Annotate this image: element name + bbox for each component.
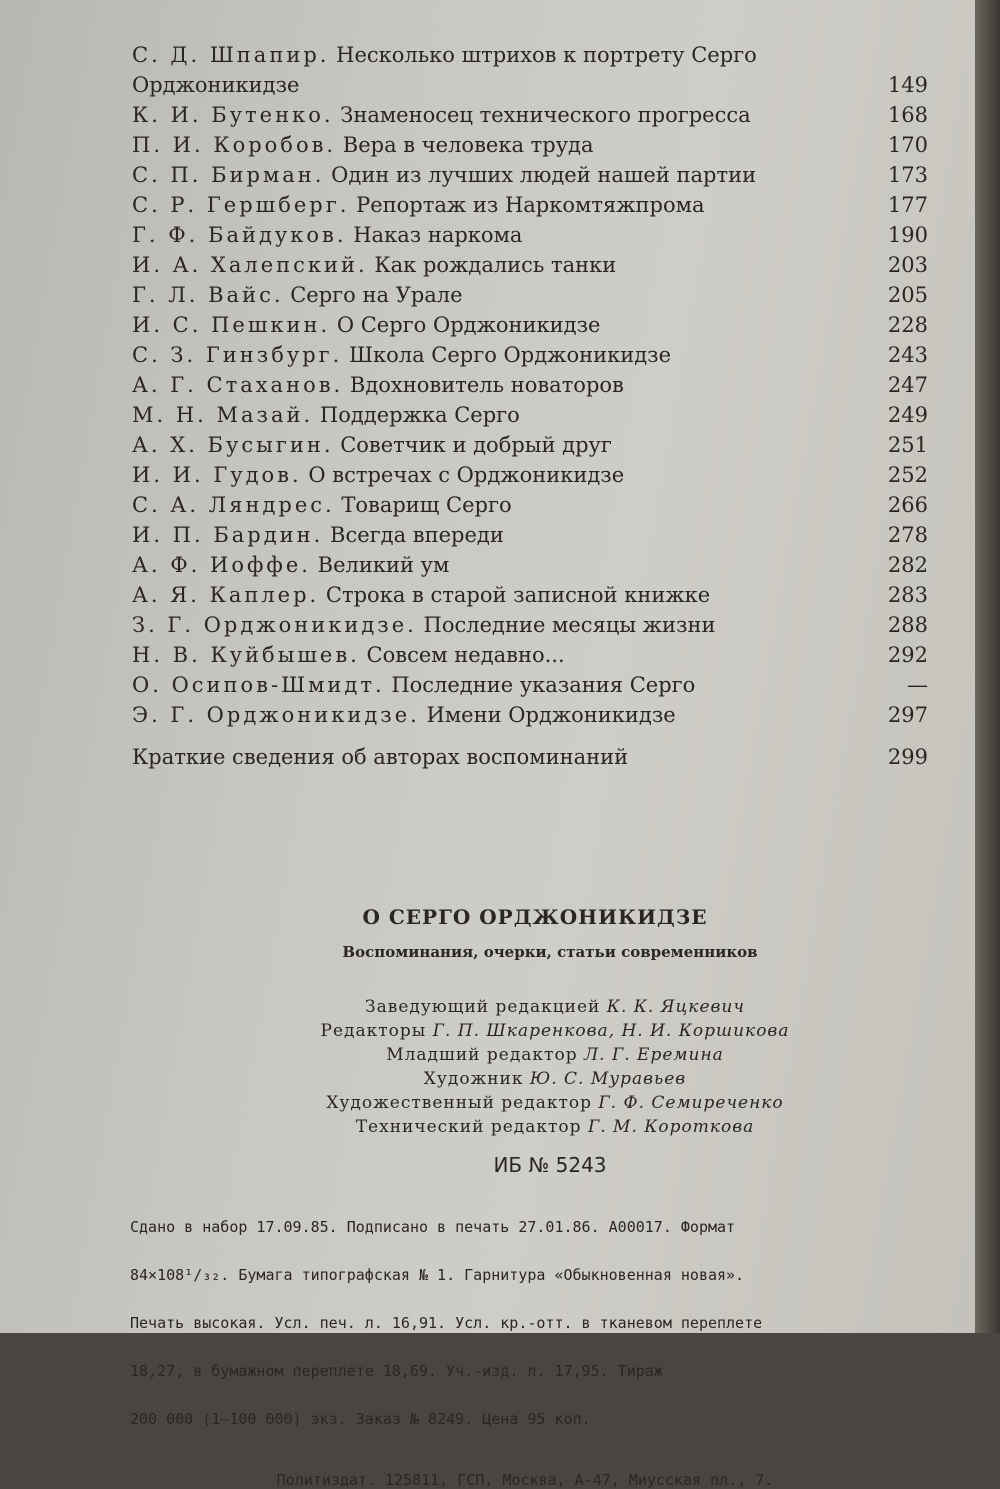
toc-title: Строка в старой записной книжке <box>325 583 711 607</box>
toc-author: И. И. Гудов. <box>132 463 302 487</box>
toc-entry-text <box>132 250 862 280</box>
toc-entry-text <box>132 340 862 370</box>
toc-page-number: 190 <box>887 223 928 247</box>
toc-entry <box>132 490 928 520</box>
toc-title: Один из лучших людей нашей партии <box>331 163 757 187</box>
toc-entry-text <box>132 130 862 160</box>
toc-title: Вера в человека труда <box>342 133 594 157</box>
book-title: О СЕРГО ОРДЖОНИКИДЗЕ <box>362 905 708 929</box>
toc-page-number: 173 <box>887 163 928 187</box>
toc-title: Всегда впереди <box>330 523 504 547</box>
toc-entry <box>132 430 928 460</box>
credit-line <box>190 995 920 1019</box>
toc-entry <box>132 310 928 340</box>
credit-line <box>190 1043 920 1067</box>
toc-entry-text <box>132 550 862 580</box>
toc-entry-text <box>132 640 862 670</box>
toc-author: С. Р. Гершберг. <box>132 193 350 217</box>
toc-title: О встречах с Орджоникидзе <box>308 463 625 487</box>
toc-title: Великий ум <box>317 553 450 577</box>
colophon <box>130 905 920 1489</box>
imprint-line: 84×108¹/₃₂. Бумага типографская № 1. Гарнитура «Обыкновенная новая». <box>130 1266 745 1284</box>
toc-page-number: 249 <box>887 403 928 427</box>
toc-entry <box>132 460 928 490</box>
imprint-line: Печать высокая. Усл. печ. л. 16,91. Усл. кр.-отт. в тканевом переплете <box>130 1314 763 1332</box>
book-subtitle: Воспоминания, очерки, статьи современников <box>342 943 758 961</box>
toc-entry <box>132 40 928 100</box>
toc-title: Вдохновитель новаторов <box>349 373 624 397</box>
toc-title: Последние месяцы жизни <box>423 613 716 637</box>
toc-entry-text <box>132 190 862 220</box>
credit-line <box>190 1067 920 1091</box>
toc-title: Совсем недавно... <box>366 643 565 667</box>
credit-line <box>190 1115 920 1139</box>
toc-page-number: 266 <box>887 493 928 517</box>
toc-page-number: 252 <box>887 463 928 487</box>
toc-page-number: 282 <box>887 553 928 577</box>
toc-title: Советчик и добрый друг <box>340 433 612 457</box>
toc-page-number: 177 <box>887 193 928 217</box>
toc-author: Э. Г. Орджоникидзе. <box>132 703 420 727</box>
toc-title: Знаменосец технического прогресса <box>340 103 751 127</box>
toc-entry <box>132 190 928 220</box>
toc-author: А. Ф. Иоффе. <box>132 553 311 577</box>
toc-entry <box>132 280 928 310</box>
toc-entry-text <box>132 700 862 730</box>
toc-author: О. Осипов-Шмидт. <box>132 673 385 697</box>
toc-entry <box>132 250 928 280</box>
toc-author: А. Г. Стаханов. <box>132 373 344 397</box>
toc-page-number: 278 <box>887 523 928 547</box>
toc-entry-text <box>132 310 862 340</box>
toc-page-number: 251 <box>887 433 928 457</box>
toc-author: А. Я. Каплер. <box>132 583 320 607</box>
toc-entry-authors-info <box>132 742 928 772</box>
toc-title: Несколько штрихов к портрету Серго Орджоникидзе <box>132 43 757 97</box>
toc-author: С. А. Ляндрес. <box>132 493 335 517</box>
toc-entry <box>132 670 928 700</box>
toc-entry <box>132 130 928 160</box>
credit-line <box>190 1019 920 1043</box>
table-of-contents <box>132 40 928 772</box>
toc-entry-text <box>132 370 862 400</box>
toc-entry <box>132 160 928 190</box>
credit-role: Художественный редактор <box>326 1093 592 1113</box>
toc-author: С. Д. Шпапир. <box>132 43 330 67</box>
toc-author: Г. Л. Вайс. <box>132 283 284 307</box>
toc-page-number: 288 <box>887 613 928 637</box>
toc-entry-text <box>132 490 862 520</box>
credit-person: Г. М. Короткова <box>587 1117 755 1137</box>
toc-page-number: 283 <box>887 583 928 607</box>
toc-entry-text <box>132 460 862 490</box>
toc-page-number: 243 <box>887 343 928 367</box>
book-spine-shadow <box>975 0 1000 1333</box>
toc-author: Н. В. Куйбышев. <box>132 643 360 667</box>
toc-entry <box>132 610 928 640</box>
imprint-line: 200 000 (1—100 000) экз. Заказ № 8249. Цена 95 коп. <box>130 1410 591 1428</box>
toc-author: И. С. Пешкин. <box>132 313 331 337</box>
publisher-address: Политиздат. 125811, ГСП, Москва, А-47, Миусская пл., 7. <box>276 1471 774 1489</box>
toc-entry <box>132 520 928 550</box>
toc-title: О Серго Орджоникидзе <box>336 313 601 337</box>
credit-person: Г. Ф. Семиреченко <box>598 1093 784 1113</box>
toc-page-number: 203 <box>887 253 928 277</box>
credit-person: Ю. С. Муравьев <box>529 1069 687 1089</box>
credit-person: К. К. Яцкевич <box>606 997 745 1017</box>
toc-title: Серго на Урале <box>290 283 463 307</box>
toc-title: Имени Орджоникидзе <box>426 703 676 727</box>
toc-entry <box>132 700 928 730</box>
toc-page-number: 170 <box>887 133 928 157</box>
toc-page-number: 292 <box>887 643 928 667</box>
toc-author: С. П. Бирман. <box>132 163 325 187</box>
ib-number: ИБ № 5243 <box>493 1153 607 1177</box>
toc-title: Репортаж из Наркомтяжпрома <box>356 193 705 217</box>
toc-entry <box>132 220 928 250</box>
toc-title: Товарищ Серго <box>341 493 512 517</box>
toc-entry-text <box>132 670 862 700</box>
credit-role: Технический редактор <box>355 1117 582 1137</box>
toc-title: Наказ наркома <box>353 223 523 247</box>
toc-title: Последние указания Серго <box>391 673 696 697</box>
toc-page-number: — <box>907 673 928 697</box>
toc-entry-text <box>132 520 862 550</box>
toc-entry <box>132 400 928 430</box>
toc-author: К. И. Бутенко. <box>132 103 334 127</box>
toc-author: П. И. Коробов. <box>132 133 337 157</box>
toc-entry <box>132 100 928 130</box>
toc-author: М. Н. Мазай. <box>132 403 314 427</box>
toc-entry-text <box>132 220 862 250</box>
toc-entry-text <box>132 400 862 430</box>
credits <box>190 995 920 1139</box>
toc-title: Как рождались танки <box>374 253 617 277</box>
toc-title: Поддержка Серго <box>319 403 520 427</box>
imprint-line: 18,27, в бумажном переплете 18,69. Уч.-изд. л. 17,95. Тираж <box>130 1362 663 1380</box>
toc-entry <box>132 580 928 610</box>
toc-entry <box>132 340 928 370</box>
credit-role: Заведующий редакцией <box>365 997 601 1017</box>
toc-author: З. Г. Орджоникидзе. <box>132 613 417 637</box>
toc-page-number: 149 <box>887 73 928 97</box>
credit-line <box>190 1091 920 1115</box>
toc-page-number: 297 <box>887 703 928 727</box>
toc-author: Г. Ф. Байдуков. <box>132 223 347 247</box>
imprint-line: Сдано в набор 17.09.85. Подписано в печать 27.01.86. А00017. Формат <box>130 1218 736 1236</box>
toc-author: И. П. Бардин. <box>132 523 324 547</box>
toc-entry <box>132 550 928 580</box>
toc-page-number: 168 <box>887 103 928 127</box>
toc-entry-text <box>132 280 862 310</box>
toc-page-number: 299 <box>887 745 928 769</box>
credit-person: Г. П. Шкаренкова, Н. И. Коршикова <box>432 1021 790 1041</box>
toc-entry-text <box>132 430 862 460</box>
imprint-block <box>130 1187 920 1459</box>
toc-author: С. З. Гинзбург. <box>132 343 343 367</box>
toc-title: Школа Серго Орджоникидзе <box>349 343 672 367</box>
credit-role: Редакторы <box>320 1021 427 1041</box>
toc-page-number: 205 <box>887 283 928 307</box>
toc-title: Краткие сведения об авторах воспоминаний <box>132 745 629 769</box>
toc-page-number: 228 <box>887 313 928 337</box>
toc-entry-text <box>132 100 862 130</box>
toc-author: И. А. Халепский. <box>132 253 368 277</box>
toc-page-number: 247 <box>887 373 928 397</box>
toc-author: А. Х. Бусыгин. <box>132 433 334 457</box>
toc-entry <box>132 640 928 670</box>
credit-role: Художник <box>423 1069 524 1089</box>
toc-entry-text <box>132 610 862 640</box>
toc-entry <box>132 370 928 400</box>
toc-entry-text <box>132 580 862 610</box>
credit-person: Л. Г. Еремина <box>583 1045 724 1065</box>
toc-entry-text <box>132 160 862 190</box>
toc-entry-text <box>132 40 862 100</box>
credit-role: Младший редактор <box>386 1045 578 1065</box>
